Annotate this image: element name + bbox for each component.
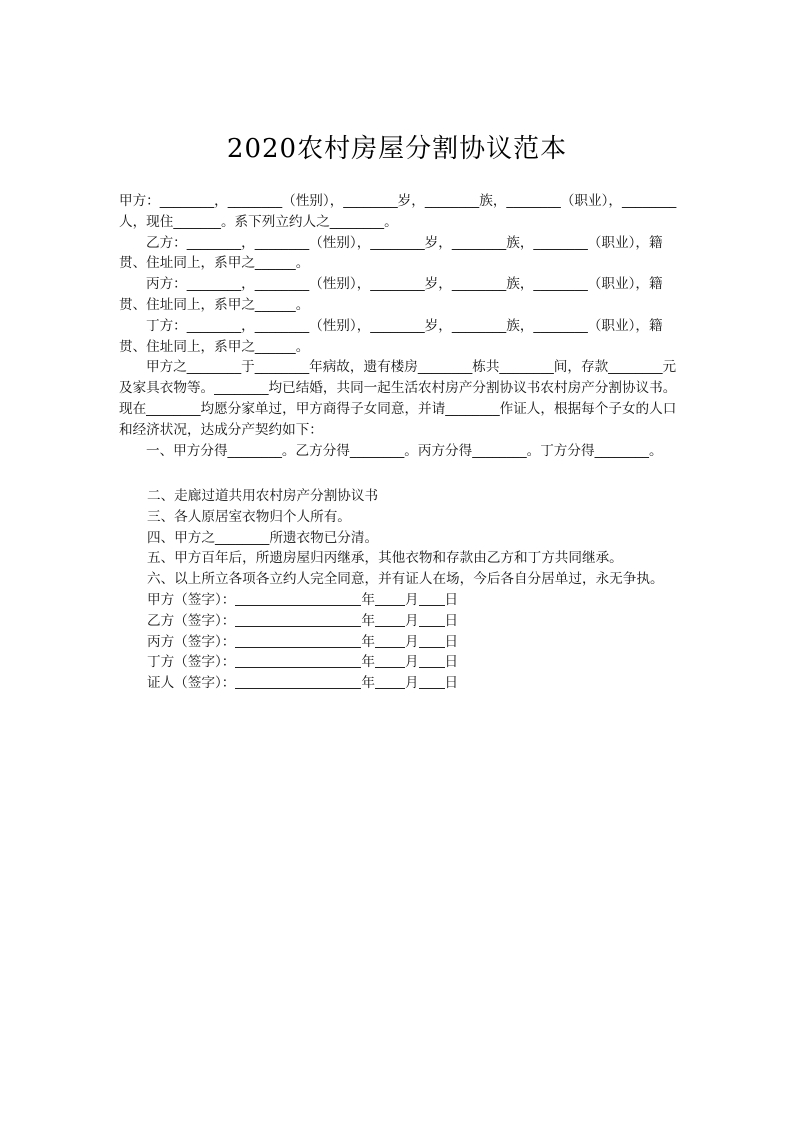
signature-blank[interactable] xyxy=(235,591,361,606)
clause-6: 六、以上所立各项各立约人完全同意，并有证人在场，今后各自分居单过，永无争执。 xyxy=(147,571,664,588)
signature-label: 证人（签字）： xyxy=(147,675,236,692)
clause-3: 三、各人原居室衣物归个人所有。 xyxy=(147,508,351,525)
month-blank[interactable] xyxy=(375,591,405,606)
month-blank[interactable] xyxy=(375,612,405,627)
party-c-paragraph: 丙方：________，________（性别），________岁，________族，________（职业），籍贯、住址同上，系甲之______。 xyxy=(119,276,663,313)
signature-line-c: 丙方（签字）： 年 月 日 xyxy=(147,633,459,650)
clause-5: 五、甲方百年后，所遗房屋归丙继承，其他衣物和存款由乙方和丁方共同继承。 xyxy=(147,550,623,567)
signature-line-a: 甲方（签字）： 年 月 日 xyxy=(147,591,459,608)
signature-label: 丁方（签字）： xyxy=(147,654,236,671)
day-blank[interactable] xyxy=(419,653,445,668)
estate-paragraph: 甲方之________于________年病故，遗有楼房________栋共________间，存款________元及家具衣物等。________均已结婚，共同一起生活农村房产分割协议书农村房产分割协议书。现在________均愿分家单过，甲方商得子女同意，并请________作证人，根据每个子女的人口和经济状况，达成分产契约如下： xyxy=(119,359,677,438)
signature-label: 甲方（签字）： xyxy=(147,591,236,608)
party-d-paragraph: 丁方：________，________（性别），________岁，________族，________（职业），籍贯、住址同上，系甲之______。 xyxy=(119,317,663,355)
clause-1: 一、甲方分得________。乙方分得________。丙方分得________。丁方分得________。 xyxy=(146,442,663,459)
signature-blank[interactable] xyxy=(235,674,361,689)
signature-line-witness: 证人（签字）： 年 月 日 xyxy=(147,675,459,692)
signature-line-b: 乙方（签字）： 年 月 日 xyxy=(147,612,459,629)
signature-blank[interactable] xyxy=(235,612,361,627)
agreement-body xyxy=(119,191,679,461)
signature-blank[interactable] xyxy=(235,653,361,668)
day-blank[interactable] xyxy=(419,612,445,627)
signature-label: 乙方（签字）： xyxy=(147,612,236,629)
party-a-paragraph: 甲方：________，________（性别），________岁，________族，________（职业），________人，现住_______。系下列立约人之________。 xyxy=(119,193,677,230)
signature-line-d: 丁方（签字）： 年 月 日 xyxy=(147,654,459,671)
month-blank[interactable] xyxy=(375,674,405,689)
month-blank[interactable] xyxy=(375,653,405,668)
day-blank[interactable] xyxy=(419,591,445,606)
clause-4: 四、甲方之________所遗衣物已分清。 xyxy=(147,529,379,546)
signature-blank[interactable] xyxy=(235,633,361,648)
month-blank[interactable] xyxy=(375,633,405,648)
day-blank[interactable] xyxy=(419,674,445,689)
clauses-and-signatures xyxy=(147,486,687,694)
signature-label: 丙方（签字）： xyxy=(147,633,236,650)
clause-2: 二、走廊过道共用农村房产分割协议书 xyxy=(147,488,379,504)
day-blank[interactable] xyxy=(419,633,445,648)
party-b-paragraph: 乙方：________，________（性别），________岁，________族，________（职业），籍贯、住址同上，系甲之______。 xyxy=(119,234,663,272)
document-title: 2020农村房屋分割协议范本 xyxy=(226,134,568,164)
